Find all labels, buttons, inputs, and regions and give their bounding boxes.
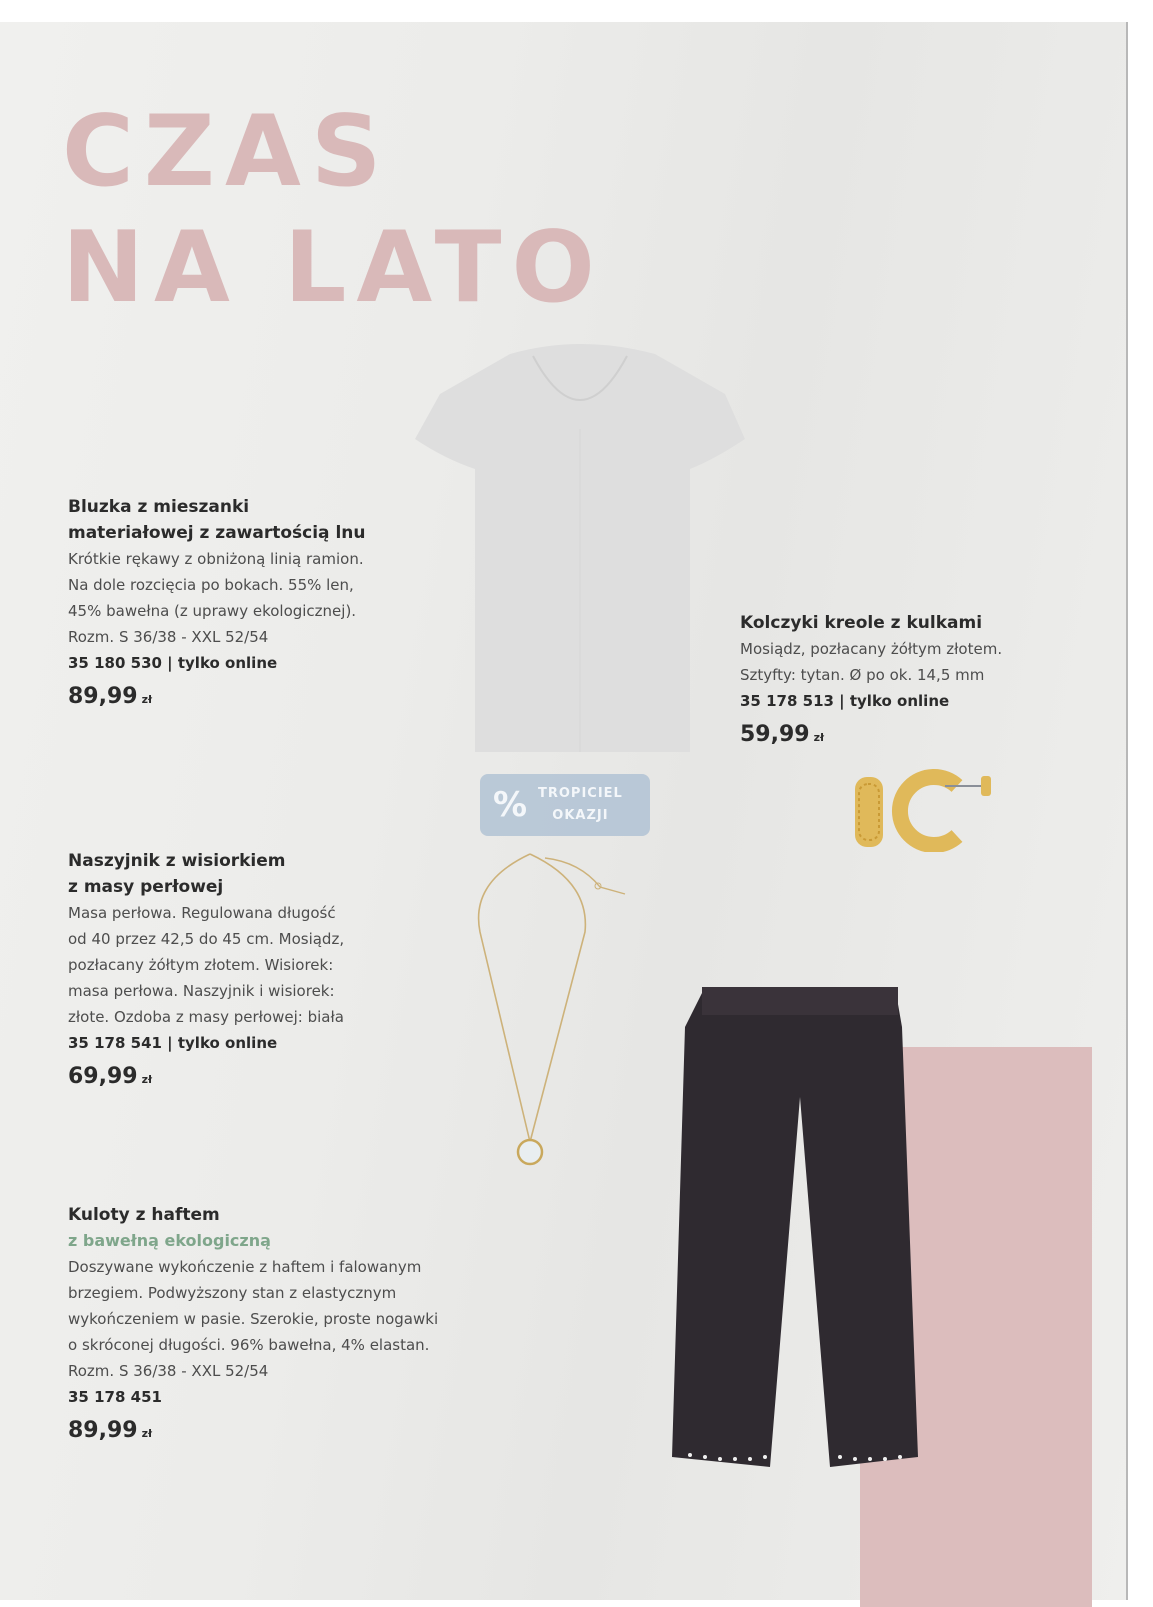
product-name: Bluzka z mieszanki <box>68 497 250 517</box>
product-code: 35 180 530 | tylko online <box>68 654 278 672</box>
product-earrings <box>740 610 1060 755</box>
product-culottes <box>68 1202 508 1451</box>
product-description: pozłacany żółtym złotem. Wisiorek: <box>68 956 334 974</box>
page-headline <box>62 94 605 326</box>
necklace-image <box>450 842 630 1172</box>
product-name: Naszyjnik z wisiorkiem <box>68 851 286 871</box>
product-description: o skróconej długości. 96% bawełna, 4% elastan. <box>68 1336 430 1354</box>
product-description: brzegiem. Podwyższony stan z elastycznym <box>68 1284 397 1302</box>
product-description: Na dole rozcięcia po bokach. 55% len, <box>68 576 354 594</box>
product-name: materiałowej z zawartością lnu <box>68 523 366 543</box>
product-description: Doszywane wykończenie z haftem i falowanym <box>68 1258 422 1276</box>
product-blouse <box>68 494 428 717</box>
product-name: Kuloty z haftem <box>68 1205 220 1225</box>
product-sizes: Rozm. S 36/38 - XXL 52/54 <box>68 628 269 646</box>
headline-line-1: CZAS <box>62 95 392 209</box>
product-code: 35 178 513 | tylko online <box>740 692 950 710</box>
product-sizes: Rozm. S 36/38 - XXL 52/54 <box>68 1362 269 1380</box>
catalog-page <box>0 22 1128 1600</box>
product-price: 89,99 zł <box>68 684 153 709</box>
product-description: wykończeniem w pasie. Szerokie, proste nogawki <box>68 1310 439 1328</box>
blouse-image <box>415 334 745 754</box>
culottes-image <box>670 987 930 1497</box>
product-necklace <box>68 848 428 1097</box>
product-description: 45% bawełna (z uprawy ekologicznej). <box>68 602 357 620</box>
watermark-line-1: TROPICIEL <box>538 786 623 801</box>
watermark-badge <box>480 774 650 836</box>
product-price: 69,99 zł <box>68 1064 153 1089</box>
product-name: Kolczyki kreole z kulkami <box>740 613 983 633</box>
product-code: 35 178 451 <box>68 1388 162 1406</box>
product-description: złote. Ozdoba z masy perłowej: biała <box>68 1008 344 1026</box>
product-description: Masa perłowa. Regulowana długość <box>68 904 336 922</box>
product-description: od 40 przez 42,5 do 45 cm. Mosiądz, <box>68 930 345 948</box>
product-code: 35 178 541 | tylko online <box>68 1034 278 1052</box>
product-price: 59,99 zł <box>740 722 825 747</box>
eco-subtitle: z bawełną ekologiczną <box>68 1231 271 1250</box>
product-name: z masy perłowej <box>68 877 224 897</box>
percent-icon: % <box>492 785 528 825</box>
product-description: Krótkie rękawy z obniżoną linią ramion. <box>68 550 364 568</box>
product-price: 89,99 zł <box>68 1418 153 1443</box>
watermark-line-2: OKAZJI <box>552 808 609 823</box>
product-description: Sztyfty: tytan. Ø po ok. 14,5 mm <box>740 666 985 684</box>
product-description: Mosiądz, pozłacany żółtym złotem. <box>740 640 1003 658</box>
product-description: masa perłowa. Naszyjnik i wisiorek: <box>68 982 335 1000</box>
earrings-image <box>845 762 995 852</box>
headline-line-2: NA LATO <box>62 211 605 325</box>
